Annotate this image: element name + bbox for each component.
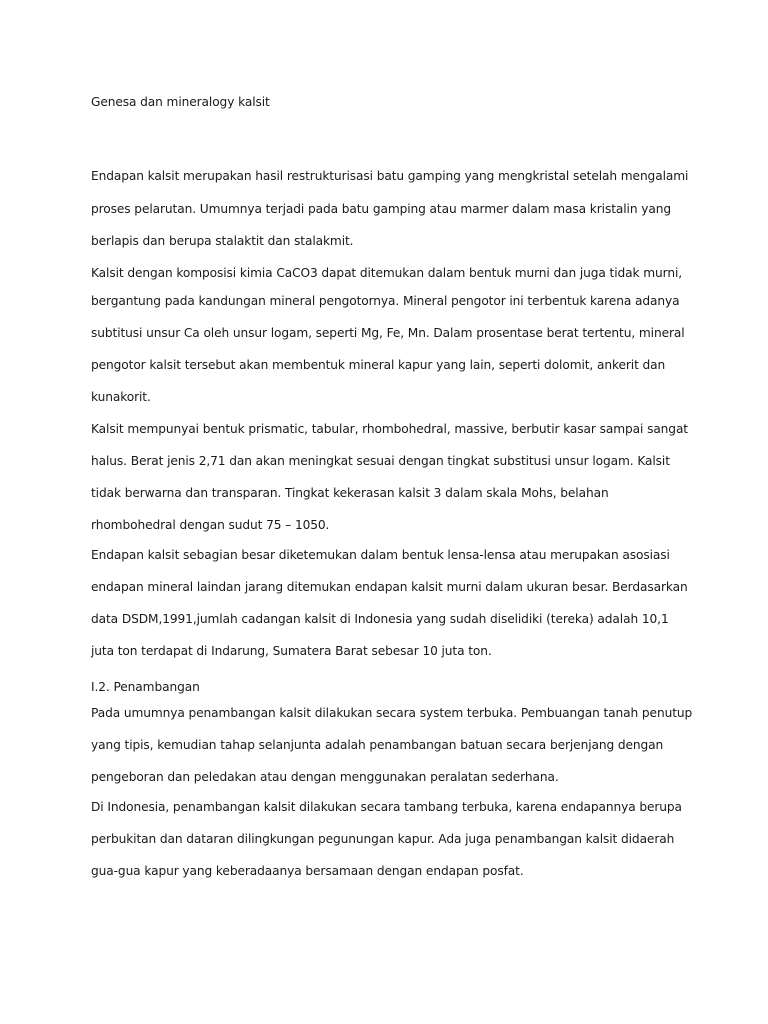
text-line: endapan mineral laindan jarang ditemukan endapan kalsit murni dalam ukuran besar. Berdasarkan — [91, 580, 688, 594]
text-line: Endapan kalsit merupakan hasil restrukturisasi batu gamping yang mengkristal setelah mengalami — [91, 169, 689, 183]
text-line: Kalsit mempunyai bentuk prismatic, tabular, rhombohedral, massive, berbutir kasar sampai sangat — [91, 422, 688, 436]
text-line: Pada umumnya penambangan kalsit dilakukan secara system terbuka. Pembuangan tanah penutup — [91, 706, 693, 720]
text-line: halus. Berat jenis 2,71 dan akan meningkat sesuai dengan tingkat substitusi unsur logam. Kalsit — [91, 454, 670, 468]
text-line: perbukitan dan dataran dilingkungan pegunungan kapur. Ada juga penambangan kalsit didaerah — [91, 832, 675, 846]
section-heading: I.2. Penambangan — [91, 680, 200, 694]
text-line: tidak berwarna dan transparan. Tingkat kekerasan kalsit 3 dalam skala Mohs, belahan — [91, 486, 609, 500]
text-line: Di Indonesia, penambangan kalsit dilakukan secara tambang terbuka, karena endapannya berupa — [91, 800, 682, 814]
text-line: rhombohedral dengan sudut 75 – 1050. — [91, 518, 330, 532]
text-line: yang tipis, kemudian tahap selanjunta adalah penambangan batuan secara berjenjang dengan — [91, 738, 664, 752]
text-line: pengeboran dan peledakan atau dengan menggunakan peralatan sederhana. — [91, 770, 559, 784]
text-line: subtitusi unsur Ca oleh unsur logam, seperti Mg, Fe, Mn. Dalam prosentase berat tertentu, mineral — [91, 326, 685, 340]
text-line: bergantung pada kandungan mineral pengotornya. Mineral pengotor ini terbentuk karena adanya — [91, 294, 680, 308]
text-line: gua-gua kapur yang keberadaanya bersamaan dengan endapan posfat. — [91, 864, 524, 878]
text-line: juta ton terdapat di Indarung, Sumatera Barat sebesar 10 juta ton. — [91, 644, 492, 658]
text-line: berlapis dan berupa stalaktit dan stalakmit. — [91, 234, 354, 248]
text-line: proses pelarutan. Umumnya terjadi pada batu gamping atau marmer dalam masa kristalin yang — [91, 202, 671, 216]
text-line: Endapan kalsit sebagian besar diketemukan dalam bentuk lensa-lensa atau merupakan asosiasi — [91, 548, 670, 562]
document-title: Genesa dan mineralogy kalsit — [91, 95, 270, 109]
text-line: data DSDM,1991,jumlah cadangan kalsit di Indonesia yang sudah diselidiki (tereka) adalah 10,1 — [91, 612, 669, 626]
text-line: pengotor kalsit tersebut akan membentuk mineral kapur yang lain, seperti dolomit, ankerit dan — [91, 358, 666, 372]
text-line: kunakorit. — [91, 390, 151, 404]
text-line: Kalsit dengan komposisi kimia CaCO3 dapat ditemukan dalam bentuk murni dan juga tidak murni, — [91, 266, 683, 280]
